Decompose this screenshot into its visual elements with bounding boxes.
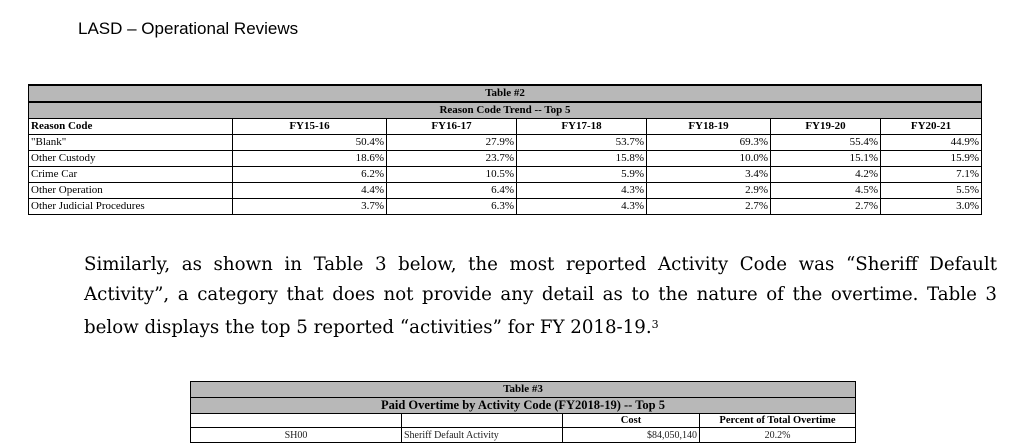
value-cell: 3.0%	[881, 199, 982, 215]
column-header: FY17-18	[517, 119, 647, 135]
value-cell: 27.9%	[387, 135, 517, 151]
paragraph-line: Activity”, a category that does not provide any detail as to the nature of the overtime. Table 3	[84, 284, 997, 305]
value-cell: 44.9%	[881, 135, 982, 151]
cost-cell: $84,050,140	[563, 428, 700, 443]
table-row	[29, 183, 982, 199]
reason-code-cell: Other Judicial Procedures	[29, 199, 233, 215]
value-cell: 2.7%	[771, 199, 881, 215]
table2-header-row	[29, 119, 982, 135]
table2-title: Table #2	[29, 85, 982, 102]
paragraph-line: Similarly, as shown in Table 3 below, the most reported Activity Code was “Sheriff Default	[84, 254, 997, 275]
value-cell: 5.5%	[881, 183, 982, 199]
table-row	[29, 199, 982, 215]
value-cell: 4.2%	[771, 167, 881, 183]
value-cell: 15.1%	[771, 151, 881, 167]
value-cell: 4.5%	[771, 183, 881, 199]
paid-overtime-table	[190, 381, 856, 443]
value-cell: 6.4%	[387, 183, 517, 199]
value-cell: 50.4%	[233, 135, 387, 151]
paragraph-line-last	[84, 310, 997, 343]
table-row	[29, 167, 982, 183]
value-cell: 5.9%	[517, 167, 647, 183]
table-row	[29, 151, 982, 167]
column-header	[402, 414, 563, 428]
table3-title: Table #3	[191, 382, 856, 398]
reason-code-cell: Other Operation	[29, 183, 233, 199]
value-cell: 3.4%	[647, 167, 771, 183]
value-cell: 6.3%	[387, 199, 517, 215]
value-cell: 10.5%	[387, 167, 517, 183]
value-cell: 69.3%	[647, 135, 771, 151]
column-header: FY20-21	[881, 119, 982, 135]
table2-subtitle: Reason Code Trend -- Top 5	[29, 102, 982, 119]
column-header: Cost	[563, 414, 700, 428]
activity-code-cell: SH00	[191, 428, 402, 443]
column-header: FY15-16	[233, 119, 387, 135]
column-header: FY16-17	[387, 119, 517, 135]
column-header	[191, 414, 402, 428]
value-cell: 15.8%	[517, 151, 647, 167]
value-cell: 53.7%	[517, 135, 647, 151]
paragraph-text: below displays the top 5 reported “activities” for FY 2018-19.	[84, 317, 652, 338]
table3-subtitle: Paid Overtime by Activity Code (FY2018-19) -- Top 5	[191, 398, 856, 414]
activity-name-cell: Sheriff Default Activity	[402, 428, 563, 443]
value-cell: 6.2%	[233, 167, 387, 183]
table-row	[191, 428, 856, 443]
reason-code-cell: Other Custody	[29, 151, 233, 167]
page-header: LASD – Operational Reviews	[78, 19, 299, 38]
value-cell: 4.3%	[517, 183, 647, 199]
value-cell: 18.6%	[233, 151, 387, 167]
value-cell: 10.0%	[647, 151, 771, 167]
reason-code-cell: Crime Car	[29, 167, 233, 183]
value-cell: 4.4%	[233, 183, 387, 199]
value-cell: 2.9%	[647, 183, 771, 199]
column-header: Reason Code	[29, 119, 233, 135]
value-cell: 4.3%	[517, 199, 647, 215]
table3-header-row	[191, 414, 856, 428]
table-row	[29, 135, 982, 151]
reason-code-trend-table	[28, 84, 982, 215]
value-cell: 15.9%	[881, 151, 982, 167]
value-cell: 3.7%	[233, 199, 387, 215]
body-paragraph	[84, 250, 997, 343]
column-header: Percent of Total Overtime	[700, 414, 856, 428]
value-cell: 7.1%	[881, 167, 982, 183]
value-cell: 23.7%	[387, 151, 517, 167]
value-cell: 2.7%	[647, 199, 771, 215]
percent-cell: 20.2%	[700, 428, 856, 443]
column-header: FY18-19	[647, 119, 771, 135]
reason-code-cell: "Blank"	[29, 135, 233, 151]
footnote-ref[interactable]: 3	[651, 318, 659, 331]
column-header: FY19-20	[771, 119, 881, 135]
value-cell: 55.4%	[771, 135, 881, 151]
